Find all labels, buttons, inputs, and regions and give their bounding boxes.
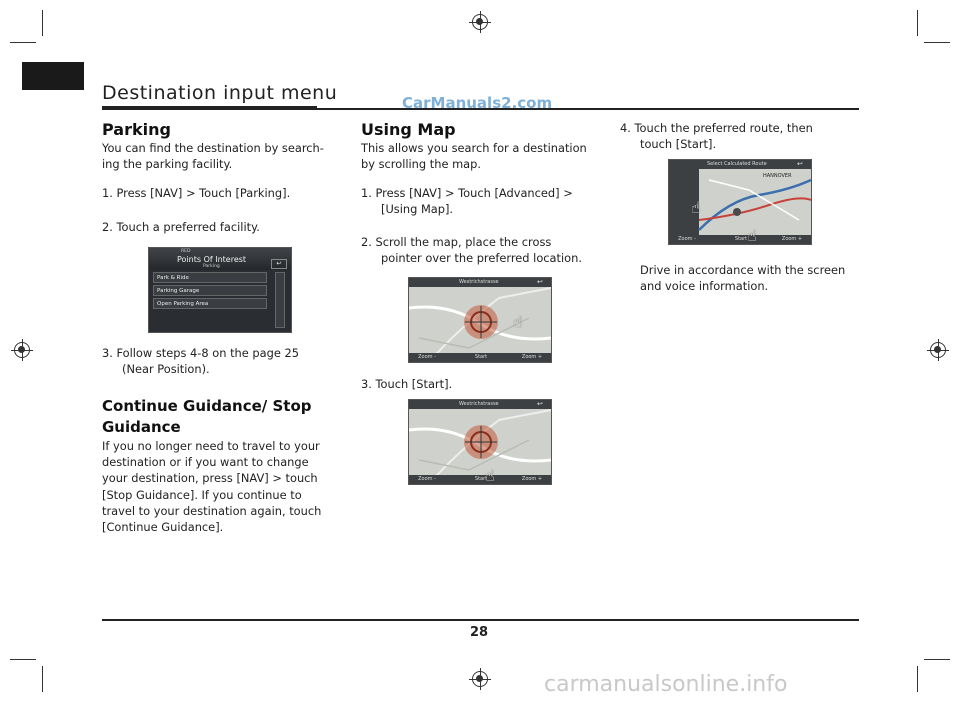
using-map-intro-line: This allows you search for a destination bbox=[361, 141, 587, 155]
poi-item[interactable]: Parking Garage bbox=[153, 285, 267, 296]
using-map-intro-line: by scrolling the map. bbox=[361, 157, 481, 172]
registration-mark-icon bbox=[472, 14, 488, 30]
route-screenshot bbox=[668, 159, 812, 245]
section-title: Destination input menu bbox=[102, 82, 338, 104]
poi-subtitle: Parking bbox=[203, 264, 220, 269]
map-roads bbox=[409, 400, 551, 484]
crop-mark bbox=[42, 666, 43, 692]
continue-line: [Stop Guidance]. If you continue to bbox=[102, 487, 302, 502]
zoom-in-button[interactable]: Zoom + bbox=[781, 236, 803, 242]
map-screenshot bbox=[408, 399, 552, 485]
map-step-1: 1. Press [NAV] > Touch [Advanced] > bbox=[361, 186, 573, 200]
map-roads bbox=[409, 278, 551, 362]
parking-heading: Parking bbox=[102, 120, 171, 139]
hand-pointer-icon: ☝ bbox=[485, 466, 495, 485]
route-step-4: 4. Touch the preferred route, then bbox=[620, 121, 813, 135]
crop-mark bbox=[917, 10, 918, 36]
poi-top-label: RED bbox=[181, 249, 191, 254]
zoom-out-button[interactable]: Zoom - bbox=[418, 354, 436, 360]
poi-item[interactable]: Open Parking Area bbox=[153, 298, 267, 309]
zoom-in-button[interactable]: Zoom + bbox=[521, 476, 543, 482]
continue-line: [Continue Guidance]. bbox=[102, 520, 224, 535]
continue-line: If you no longer need to travel to your bbox=[102, 439, 320, 453]
page-number: 28 bbox=[470, 625, 489, 640]
crop-mark bbox=[10, 659, 36, 660]
parking-section bbox=[102, 120, 337, 172]
crop-mark bbox=[42, 10, 43, 36]
parking-intro-line: ing the parking facility. bbox=[102, 157, 233, 172]
map-header bbox=[409, 278, 551, 287]
route-header bbox=[669, 160, 811, 169]
back-icon[interactable]: ↩ bbox=[537, 400, 543, 408]
watermark: CarManuals2.com bbox=[402, 94, 553, 112]
route-title: Select Calculated Route bbox=[707, 161, 767, 167]
continue-section bbox=[102, 396, 337, 535]
crop-mark bbox=[924, 42, 950, 43]
map-step-2-cont: pointer over the preferred location. bbox=[381, 251, 582, 265]
parking-intro-line: You can find the destination by search- bbox=[102, 141, 324, 155]
street-label: Westrichstrasse bbox=[459, 401, 499, 407]
hand-pointer-icon: ☝ bbox=[747, 226, 757, 245]
continue-line: travel to your destination again, touch bbox=[102, 503, 322, 518]
start-button[interactable]: Start bbox=[474, 354, 488, 360]
map-screenshot bbox=[408, 277, 552, 363]
back-icon[interactable]: ↩ bbox=[797, 160, 803, 168]
start-button[interactable]: Start bbox=[734, 236, 748, 242]
crop-mark bbox=[10, 42, 36, 43]
poi-header bbox=[149, 248, 291, 270]
back-icon[interactable]: ↩ bbox=[537, 278, 543, 286]
footer-rule bbox=[102, 619, 859, 621]
continue-line: your destination, press [NAV] > touch bbox=[102, 471, 318, 486]
chapter-tab bbox=[22, 62, 84, 90]
continue-line: destination or if you want to change bbox=[102, 455, 309, 470]
hand-pointer-icon: ☝ bbox=[691, 198, 701, 217]
route-after-line: and voice information. bbox=[640, 279, 769, 293]
parking-step-3: 3. Follow steps 4-8 on the page 25 bbox=[102, 346, 299, 360]
parking-step-2: 2. Touch a preferred facility. bbox=[102, 220, 260, 234]
using-map-heading: Using Map bbox=[361, 120, 456, 139]
route-step-4-cont: touch [Start]. bbox=[640, 137, 717, 151]
continue-heading-cont: Guidance bbox=[102, 418, 181, 436]
registration-mark-icon bbox=[472, 671, 488, 687]
poi-item[interactable]: Park & Ride bbox=[153, 272, 267, 283]
street-label: Westrichstrasse bbox=[459, 279, 499, 285]
map-header bbox=[409, 400, 551, 409]
zoom-in-button[interactable]: Zoom + bbox=[521, 354, 543, 360]
using-map-section bbox=[361, 120, 601, 172]
registration-mark-icon bbox=[930, 342, 946, 358]
scrollbar[interactable] bbox=[275, 272, 285, 328]
city-label: HANNOVER bbox=[763, 173, 792, 179]
route-after-line: Drive in accordance with the screen bbox=[640, 263, 846, 277]
map-step-1-cont: [Using Map]. bbox=[381, 202, 454, 216]
zoom-out-button[interactable]: Zoom - bbox=[678, 236, 696, 242]
back-icon[interactable]: ↩ bbox=[271, 259, 287, 269]
registration-mark-icon bbox=[14, 342, 30, 358]
hand-pointer-icon: ☝ bbox=[513, 312, 523, 331]
parking-step-3-cont: (Near Position). bbox=[122, 362, 210, 376]
crop-mark bbox=[917, 666, 918, 692]
map-step-3: 3. Touch [Start]. bbox=[361, 377, 453, 391]
parking-step-1: 1. Press [NAV] > Touch [Parking]. bbox=[102, 186, 291, 200]
continue-heading: Continue Guidance/ Stop bbox=[102, 397, 312, 415]
start-button[interactable]: Start bbox=[474, 476, 488, 482]
footer-watermark: carmanualsonline.info bbox=[544, 672, 788, 697]
map-step-2: 2. Scroll the map, place the cross bbox=[361, 235, 552, 249]
poi-title: Points Of Interest bbox=[177, 255, 247, 264]
crop-mark bbox=[924, 659, 950, 660]
poi-screenshot bbox=[148, 247, 292, 333]
zoom-out-button[interactable]: Zoom - bbox=[418, 476, 436, 482]
